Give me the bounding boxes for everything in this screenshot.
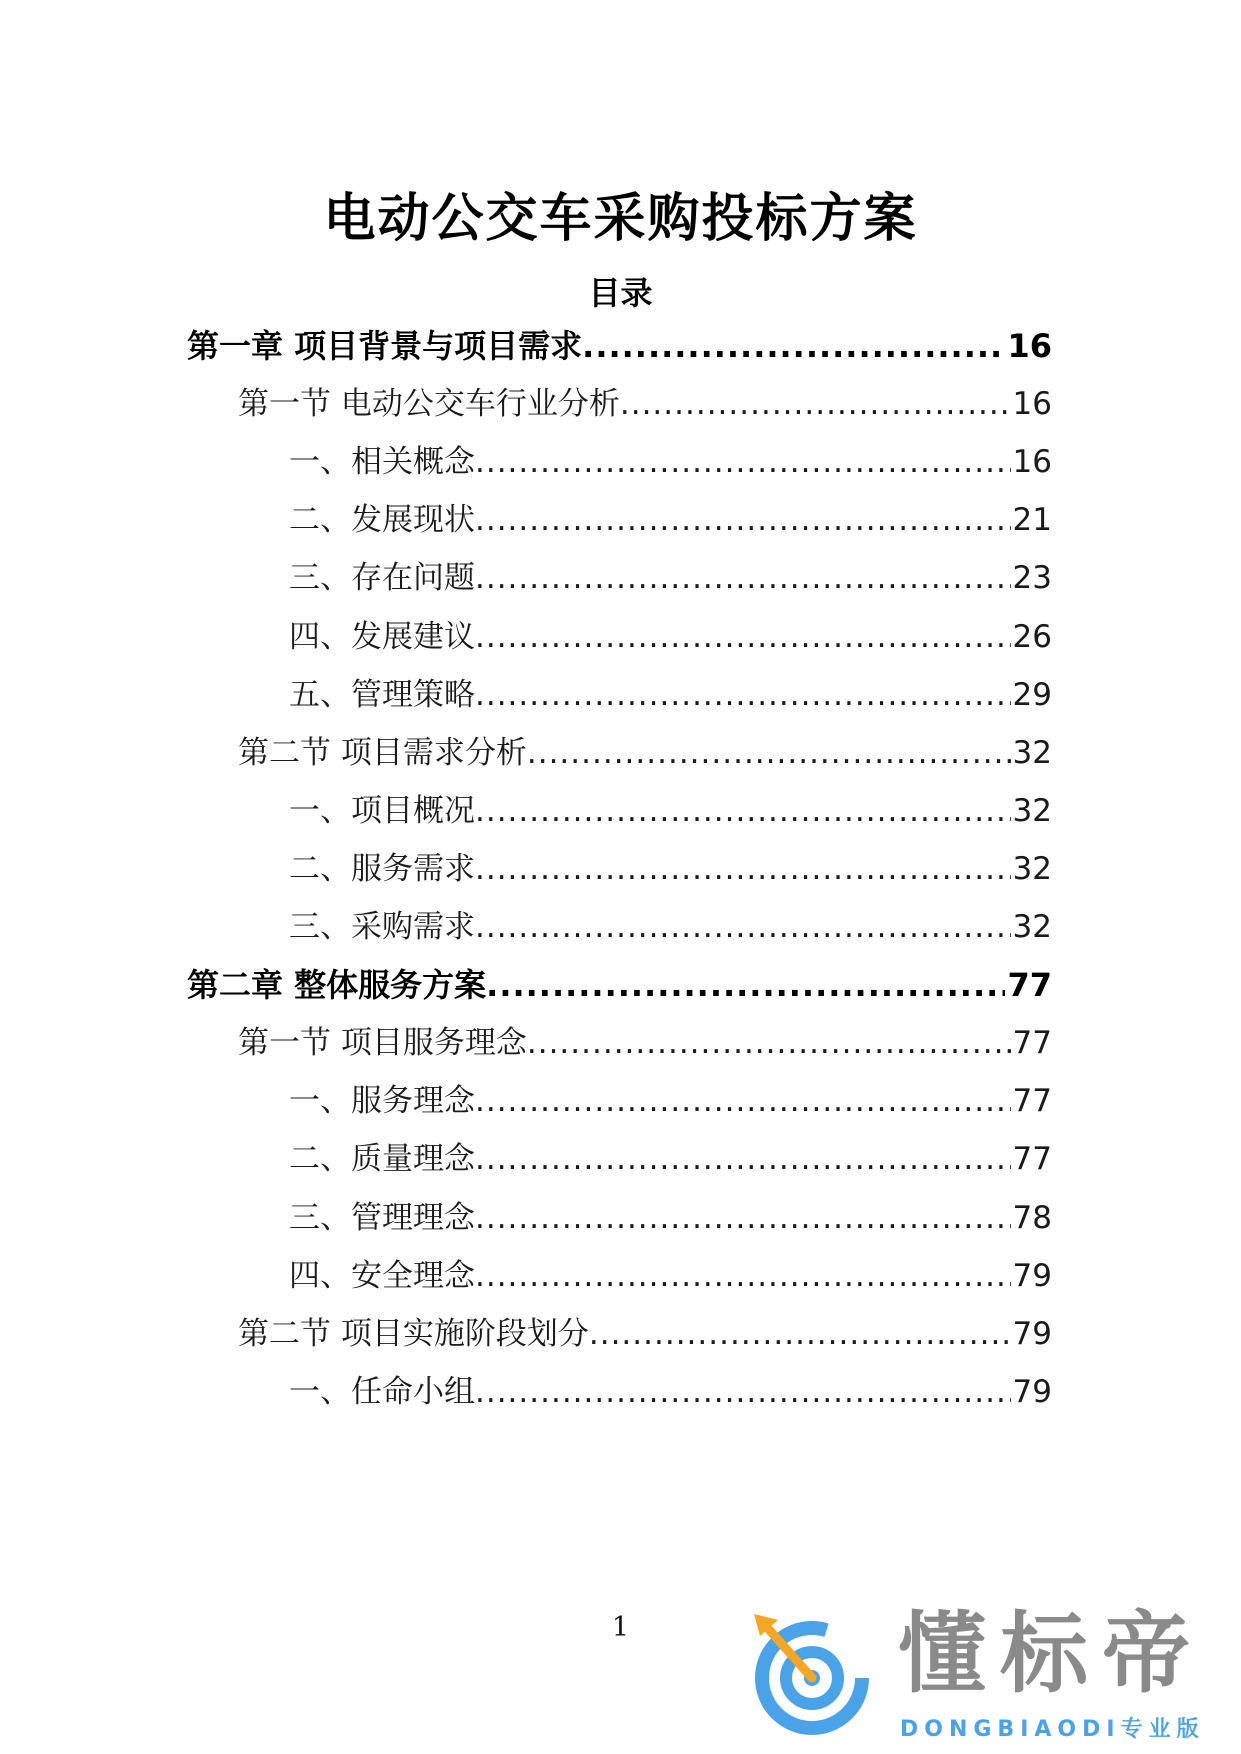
toc-entry-label: 第一章 项目背景与项目需求	[187, 327, 583, 365]
toc-entry-label: 第一节 项目服务理念	[238, 1025, 527, 1062]
toc-entry[interactable]	[289, 611, 1052, 663]
toc-entry[interactable]	[289, 785, 1052, 837]
toc-entry[interactable]	[289, 436, 1052, 488]
toc-entry[interactable]	[289, 552, 1052, 604]
toc-dot-leader	[475, 1133, 1011, 1185]
toc-entry-page: 77	[1012, 1025, 1052, 1062]
toc-entry-label: 二、发展现状	[289, 502, 475, 539]
toc-entry[interactable]	[289, 1192, 1052, 1244]
toc-entry[interactable]	[289, 1075, 1052, 1127]
toc-entry-page: 16	[1012, 386, 1052, 423]
toc-dot-leader	[589, 1308, 1011, 1360]
toc-entry-page: 32	[1012, 734, 1052, 771]
toc-entry-label: 第二节 项目实施阶段划分	[238, 1315, 589, 1352]
toc-entry-page: 21	[1012, 502, 1052, 539]
toc-dot-leader	[475, 669, 1011, 721]
target-dart-icon	[748, 1610, 876, 1738]
watermark-brand: 懂标帝	[898, 1602, 1205, 1705]
toc-entry-label: 第二章 整体服务方案	[187, 966, 487, 1005]
watermark-subtitle: DONGBIAODI专业版	[900, 1717, 1205, 1742]
toc-dot-leader	[475, 611, 1011, 663]
toc-entry[interactable]	[289, 1366, 1052, 1418]
toc-entry-page: 29	[1012, 676, 1052, 713]
toc-entry-page: 32	[1012, 909, 1052, 945]
toc-dot-leader	[475, 785, 1011, 837]
toc-entry-page: 26	[1012, 618, 1052, 655]
toc-dot-leader	[475, 1075, 1011, 1127]
document-title: 电动公交车采购投标方案	[323, 189, 918, 249]
toc-entry-page: 23	[1012, 560, 1052, 597]
toc-entry-label: 一、相关概念	[289, 444, 475, 481]
toc-dot-leader	[475, 436, 1011, 488]
toc-entry-page: 32	[1012, 792, 1052, 829]
toc-dot-leader	[620, 378, 1011, 430]
toc-entry-page: 79	[1012, 1315, 1052, 1352]
toc-dot-leader	[475, 1250, 1011, 1302]
toc-entry-page: 16	[1012, 444, 1052, 481]
toc-entry-label: 三、存在问题	[289, 560, 475, 597]
toc-entry[interactable]	[289, 494, 1052, 546]
toc-entry-label: 一、任命小组	[289, 1373, 475, 1410]
toc-dot-leader	[527, 1017, 1011, 1069]
toc-entry-label: 一、服务理念	[289, 1083, 475, 1120]
toc-entry-label: 二、服务需求	[289, 850, 475, 887]
toc-entry-page: 16	[1007, 327, 1052, 365]
toc-entry-label: 第二节 项目需求分析	[238, 734, 527, 771]
page-number: 1	[611, 1612, 630, 1643]
toc-entry[interactable]	[238, 1308, 1052, 1360]
toc-entry[interactable]	[289, 901, 1052, 953]
toc-entry-page: 78	[1012, 1199, 1052, 1236]
toc-dot-leader	[486, 959, 1005, 1011]
toc-entry-label: 五、管理策略	[289, 676, 475, 713]
toc-entry[interactable]	[238, 1017, 1052, 1069]
watermark	[748, 1600, 1228, 1750]
toc-heading: 目录	[588, 274, 653, 312]
toc-entry-label: 四、发展建议	[289, 618, 475, 655]
toc-entry-page: 77	[1012, 1083, 1052, 1120]
toc-entry[interactable]	[187, 959, 1052, 1011]
toc-entry-page: 77	[1007, 966, 1052, 1005]
toc-entry-label: 二、质量理念	[289, 1141, 475, 1178]
toc-entry-page: 32	[1012, 850, 1052, 887]
toc-entry[interactable]	[187, 320, 1052, 372]
toc-dot-leader	[475, 843, 1011, 895]
toc-dot-leader	[475, 552, 1011, 604]
toc-entry[interactable]	[238, 727, 1052, 779]
toc-entry-label: 四、安全理念	[289, 1257, 475, 1294]
toc-entry-page: 79	[1012, 1257, 1052, 1294]
toc-dot-leader	[475, 1192, 1011, 1244]
toc-entry-label: 一、项目概况	[289, 792, 475, 829]
toc-entry-label: 第一节 电动公交车行业分析	[238, 386, 620, 423]
toc-entry[interactable]	[289, 669, 1052, 721]
toc-dot-leader	[475, 1366, 1011, 1418]
toc-entry[interactable]	[238, 378, 1052, 430]
toc-dot-leader	[582, 320, 1005, 372]
toc-entry-label: 三、管理理念	[289, 1199, 475, 1236]
toc-entry-page: 79	[1012, 1373, 1052, 1410]
toc-dot-leader	[475, 901, 1011, 953]
toc-entry[interactable]	[289, 1133, 1052, 1185]
toc-dot-leader	[527, 727, 1011, 779]
toc-entry[interactable]	[289, 1250, 1052, 1302]
toc-entry[interactable]	[289, 843, 1052, 895]
toc-entry-page: 77	[1012, 1141, 1052, 1178]
toc-entry-label: 三、采购需求	[289, 909, 475, 945]
toc-dot-leader	[475, 494, 1011, 546]
